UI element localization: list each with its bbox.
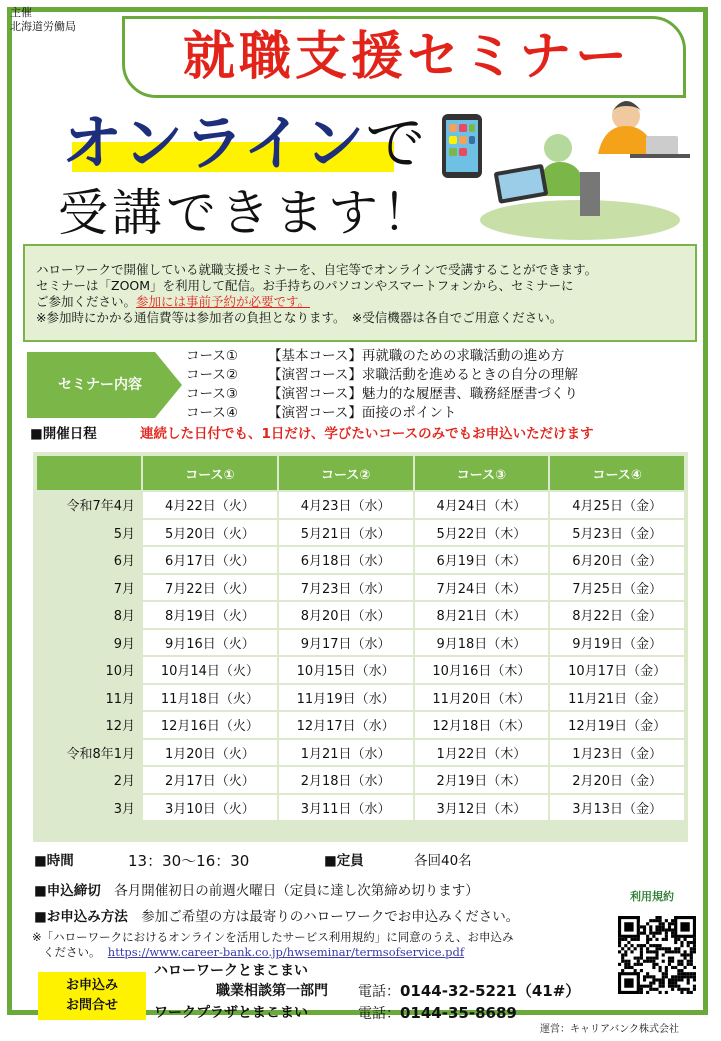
- date-cell: 3月12日（木）: [415, 795, 549, 821]
- date-cell: 10月15日（水）: [279, 657, 413, 683]
- month-cell: 12月: [105, 719, 135, 735]
- intro-line4: ※参加時にかかる通信費等は参加者の負担となります。 ※受信機器は各自でご用意ください。: [36, 310, 563, 325]
- office-hw: ハローワークとまこまい: [154, 963, 308, 979]
- woman-figure: [598, 101, 690, 158]
- office-dept: 職業相談第一部門: [216, 983, 328, 999]
- schedule-table: [35, 454, 686, 822]
- terms-qr-code[interactable]: [618, 916, 696, 994]
- operator: 運営：キャリアバンク株式会社: [540, 1024, 679, 1035]
- date-cell: 3月10日（火）: [143, 795, 277, 821]
- tel2-label: 電話：: [358, 1006, 400, 1022]
- date-cell: 6月20日（金）: [550, 547, 684, 573]
- tel2-number[interactable]: 0144-35-8689: [400, 1004, 517, 1022]
- table-row: [37, 657, 684, 683]
- terms-note-line1: ※「ハローワークにおけるオンラインを活用したサービス利用規約」に同意のうえ、お申込み: [32, 930, 514, 944]
- time-label: ■時間: [34, 853, 74, 869]
- office-wp: ワークプラザとまこまい: [154, 1005, 308, 1021]
- date-cell: 10月14日（火）: [143, 657, 277, 683]
- apply-method-row: [34, 908, 519, 926]
- month-cell: 7月: [113, 581, 135, 597]
- date-cell: 10月16日（木）: [415, 657, 549, 683]
- course-description: 【基本コース】再就職のための求職活動の進め方: [268, 348, 565, 364]
- tel1-label: 電話：: [358, 984, 400, 1000]
- date-cell: 3月13日（金）: [550, 795, 684, 821]
- capacity-value: 各回40名: [414, 853, 472, 869]
- table-row: [37, 602, 684, 628]
- schedule-body: [37, 492, 684, 820]
- date-cell: 1月22日（木）: [415, 740, 549, 766]
- table-row: [37, 740, 684, 766]
- course-number: コース①: [186, 348, 238, 364]
- course-item: [186, 404, 578, 423]
- apply-contact-line2: お問合せ: [65, 998, 118, 1013]
- date-cell: 9月16日（火）: [143, 630, 277, 656]
- table-row: [37, 712, 684, 738]
- organizer: [10, 6, 76, 34]
- apply-contact-line1: お申込み: [65, 978, 118, 993]
- date-cell: 2月19日（木）: [415, 767, 549, 793]
- course-description: 【演習コース】求職活動を進めるときの自分の理解: [268, 367, 578, 383]
- date-cell: 4月23日（水）: [279, 492, 413, 518]
- date-cell: 5月21日（水）: [279, 520, 413, 546]
- month-cell: 3月: [113, 801, 135, 817]
- reservation-required: 参加には事前予約が必要です。: [136, 294, 311, 309]
- online-illustration: [430, 92, 702, 242]
- organizer-label: 主催: [10, 6, 32, 19]
- month-cell: 11月: [105, 691, 135, 707]
- organizer-name: 北海道労働局: [10, 20, 76, 33]
- date-cell: 4月25日（金）: [550, 492, 684, 518]
- terms-note-line2: [32, 945, 602, 960]
- course-list: [186, 347, 578, 423]
- apply-method-value: 参加ご希望の方は最寄りのハローワークでお申込みください。: [141, 909, 520, 925]
- date-cell: 5月23日（金）: [550, 520, 684, 546]
- date-cell: 1月21日（水）: [279, 740, 413, 766]
- date-cell: 8月19日（火）: [143, 602, 277, 628]
- tel2-row: [358, 1004, 517, 1023]
- date-cell: 11月21日（金）: [550, 685, 684, 711]
- date-cell: 4月22日（火）: [143, 492, 277, 518]
- date-cell: 11月19日（水）: [279, 685, 413, 711]
- deadline-label: ■申込締切: [34, 883, 101, 899]
- intro-line3: [36, 294, 696, 310]
- date-cell: 6月18日（水）: [279, 547, 413, 573]
- date-cell: 7月25日（金）: [550, 575, 684, 601]
- table-header-blank: [37, 456, 141, 490]
- date-cell: 2月20日（金）: [550, 767, 684, 793]
- terms-url-link[interactable]: https://www.career-bank.co.jp/hwseminar/termsofservice.pdf: [107, 945, 465, 959]
- seminar-content-label: セミナー内容: [58, 377, 142, 393]
- table-row: [37, 685, 684, 711]
- date-cell: 7月23日（水）: [279, 575, 413, 601]
- course-item: [186, 366, 578, 385]
- date-cell: 9月19日（金）: [550, 630, 684, 656]
- table-header-course3: コース③: [415, 456, 549, 490]
- deadline-row: [34, 882, 479, 900]
- date-cell: 7月24日（木）: [415, 575, 549, 601]
- table-row: [37, 795, 684, 821]
- month-cell: 令和7年4月: [66, 499, 135, 515]
- date-cell: 11月18日（火）: [143, 685, 277, 711]
- date-cell: 7月22日（火）: [143, 575, 277, 601]
- date-cell: 3月11日（水）: [279, 795, 413, 821]
- schedule-label: ■開催日程: [30, 426, 97, 442]
- intro-line2: セミナーは「ZOOM」を利用して配信。お手持ちのパソコンやスマートフォンから、セミナーに: [36, 278, 574, 293]
- time-value: 13：30～16：30: [128, 852, 250, 870]
- course-number: コース②: [186, 367, 238, 383]
- date-cell: 4月24日（木）: [415, 492, 549, 518]
- intro-line1: ハローワークで開催している就職支援セミナーを、自宅等でオンラインで受講することができます。: [36, 262, 598, 277]
- capacity-label: ■定員: [324, 853, 364, 869]
- date-cell: 9月18日（木）: [415, 630, 549, 656]
- date-cell: 2月17日（火）: [143, 767, 277, 793]
- course-description: 【演習コース】面接のポイント: [268, 405, 457, 421]
- date-cell: 5月22日（木）: [415, 520, 549, 546]
- terms-note-line2-text: ください。: [42, 945, 101, 959]
- date-cell: 1月20日（火）: [143, 740, 277, 766]
- time-row: [34, 852, 74, 870]
- month-cell: 9月: [113, 636, 135, 652]
- date-cell: 9月17日（水）: [279, 630, 413, 656]
- date-cell: 5月20日（火）: [143, 520, 277, 546]
- terms-note: [32, 930, 602, 960]
- headline-online: [62, 108, 426, 180]
- course-description: 【演習コース】魅力的な履歴書、職務経歴書づくり: [268, 386, 578, 402]
- course-item: [186, 347, 578, 366]
- month-cell: 6月: [113, 554, 135, 570]
- date-cell: 8月20日（水）: [279, 602, 413, 628]
- headline-online-text: オンライン: [62, 109, 366, 179]
- deadline-value: 各月開催初日の前週火曜日（定員に達し次第締め切ります）: [114, 883, 479, 899]
- intro-line3a: ご参加ください。: [36, 294, 137, 309]
- date-cell: 12月17日（水）: [279, 712, 413, 738]
- date-cell: 8月22日（金）: [550, 602, 684, 628]
- table-header-course1: コース①: [143, 456, 277, 490]
- table-header-row: [37, 456, 684, 490]
- apply-contact-text: [38, 976, 146, 1016]
- date-cell: 1月23日（金）: [550, 740, 684, 766]
- course-number: コース④: [186, 405, 238, 421]
- schedule-table-wrap: [33, 452, 688, 842]
- page-title: 就職支援セミナー: [182, 27, 631, 87]
- date-cell: 12月18日（木）: [415, 712, 549, 738]
- tel1-row: [358, 982, 580, 1001]
- table-header-course4: コース④: [550, 456, 684, 490]
- month-cell: 2月: [113, 774, 135, 790]
- table-row: [37, 630, 684, 656]
- date-cell: 11月20日（木）: [415, 685, 549, 711]
- table-row: [37, 575, 684, 601]
- table-row: [37, 520, 684, 546]
- month-cell: 8月: [113, 609, 135, 625]
- date-cell: 8月21日（木）: [415, 602, 549, 628]
- date-cell: 10月17日（金）: [550, 657, 684, 683]
- date-cell: 2月18日（水）: [279, 767, 413, 793]
- date-cell: 6月19日（木）: [415, 547, 549, 573]
- tel1-number[interactable]: 0144-32-5221（41#）: [400, 982, 581, 1000]
- month-cell: 5月: [113, 526, 135, 542]
- headline-de: で: [365, 109, 427, 179]
- month-cell: 10月: [105, 664, 135, 680]
- date-cell: 6月17日（火）: [143, 547, 277, 573]
- apply-method-label: ■お申込み方法: [34, 909, 128, 925]
- table-row: [37, 547, 684, 573]
- terms-qr-label: 利用規約: [630, 890, 674, 903]
- table-row: [37, 492, 684, 518]
- table-header-course2: コース②: [279, 456, 413, 490]
- course-item: [186, 385, 578, 404]
- month-cell: 令和8年1月: [66, 746, 135, 762]
- schedule-note: 連続した日付でも、1日だけ、学びたいコースのみでもお申込いただけます: [140, 426, 594, 442]
- headline-can-attend: 受講できます！: [58, 184, 436, 242]
- smartphone-icon: [442, 114, 482, 178]
- date-cell: 12月16日（火）: [143, 712, 277, 738]
- date-cell: 12月19日（金）: [550, 712, 684, 738]
- intro-text: [36, 262, 696, 326]
- course-number: コース③: [186, 386, 238, 402]
- table-row: [37, 767, 684, 793]
